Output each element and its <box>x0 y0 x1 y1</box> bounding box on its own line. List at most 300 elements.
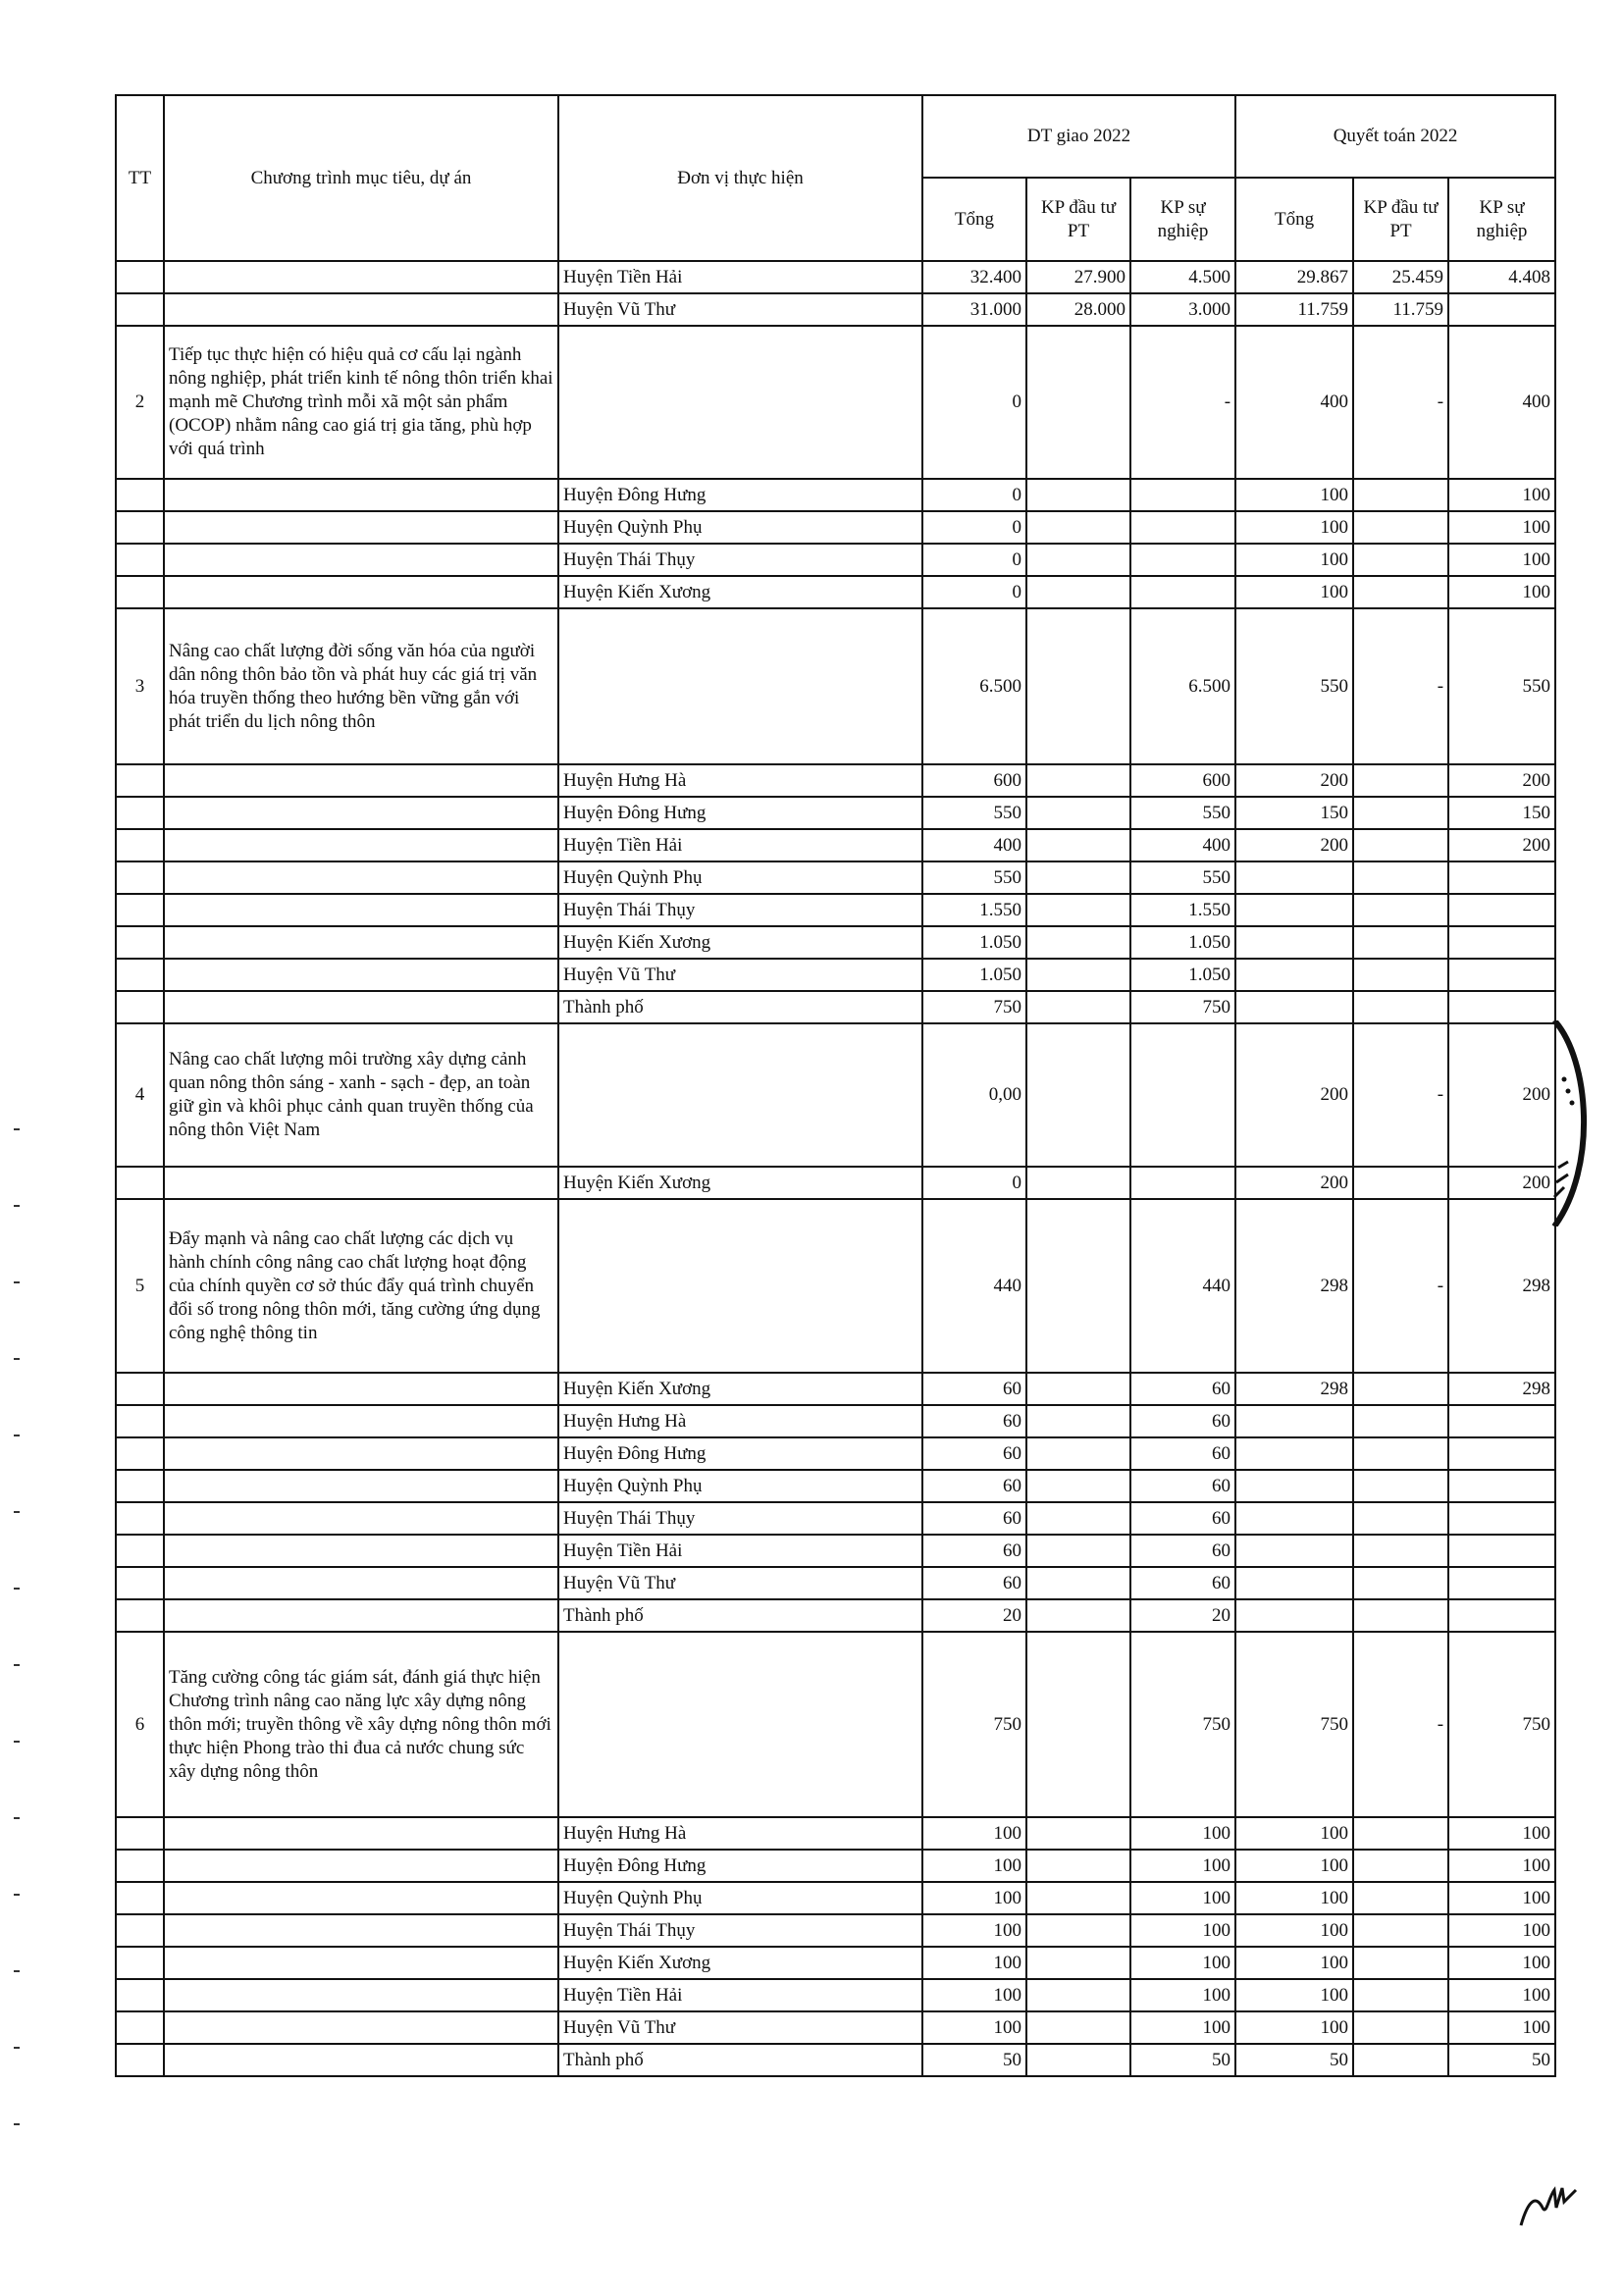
cell-dt-sn: 1.050 <box>1130 926 1235 959</box>
signature-mark <box>1519 2168 1578 2227</box>
header-program: Chương trình mục tiêu, dự án <box>164 95 558 261</box>
cell-qt-total: 100 <box>1235 1882 1353 1914</box>
table-row <box>116 261 1555 293</box>
cell-dt-dtpt <box>1026 1850 1130 1882</box>
table-row <box>116 1437 1555 1470</box>
cell-qt-sn: 100 <box>1448 1882 1555 1914</box>
cell-unit: Huyện Kiến Xương <box>558 576 922 608</box>
cell-program <box>164 479 558 511</box>
cell-qt-total <box>1235 1405 1353 1437</box>
cell-qt-total: 550 <box>1235 608 1353 764</box>
cell-qt-total <box>1235 1567 1353 1599</box>
cell-dt-sn: 60 <box>1130 1470 1235 1502</box>
cell-tt: 2 <box>116 326 164 479</box>
cell-program <box>164 959 558 991</box>
cell-unit: Huyện Tiền Hải <box>558 829 922 861</box>
table-row <box>116 1850 1555 1882</box>
cell-dt-total: 0,00 <box>922 1023 1026 1167</box>
cell-tt <box>116 1914 164 1947</box>
cell-dt-dtpt: 28.000 <box>1026 293 1130 326</box>
header-qt-dtpt: KP đầu tư PT <box>1353 178 1448 261</box>
cell-tt <box>116 2044 164 2076</box>
cell-dt-total: 60 <box>922 1567 1026 1599</box>
cell-dt-dtpt <box>1026 1882 1130 1914</box>
table-row <box>116 829 1555 861</box>
cell-dt-dtpt <box>1026 1405 1130 1437</box>
cell-dt-total: 400 <box>922 829 1026 861</box>
cell-tt <box>116 1567 164 1599</box>
cell-qt-sn <box>1448 1405 1555 1437</box>
cell-tt <box>116 764 164 797</box>
cell-qt-dtpt <box>1353 1470 1448 1502</box>
cell-tt <box>116 894 164 926</box>
cell-unit: Huyện Tiền Hải <box>558 1535 922 1567</box>
cell-dt-sn: 750 <box>1130 991 1235 1023</box>
cell-unit <box>558 326 922 479</box>
cell-dt-dtpt <box>1026 1599 1130 1632</box>
table-row <box>116 293 1555 326</box>
cell-unit: Huyện Kiến Xương <box>558 1167 922 1199</box>
cell-dt-total: 100 <box>922 1914 1026 1947</box>
cell-tt <box>116 1979 164 2011</box>
cell-qt-sn: 298 <box>1448 1199 1555 1373</box>
cell-dt-sn: 100 <box>1130 1914 1235 1947</box>
cell-dt-sn: 3.000 <box>1130 293 1235 326</box>
cell-unit: Huyện Thái Thụy <box>558 544 922 576</box>
cell-dt-dtpt <box>1026 2011 1130 2044</box>
cell-program <box>164 1470 558 1502</box>
cell-dt-total: 100 <box>922 2011 1026 2044</box>
cell-tt <box>116 926 164 959</box>
header-dt-sn: KP sự nghiệp <box>1130 178 1235 261</box>
cell-qt-sn <box>1448 959 1555 991</box>
cell-unit: Huyện Tiền Hải <box>558 261 922 293</box>
cell-qt-dtpt <box>1353 2011 1448 2044</box>
table-row <box>116 2044 1555 2076</box>
cell-program: Đẩy mạnh và nâng cao chất lượng các dịch vụ hành chính công nâng cao chất lượng hoạt động của chính quyền cơ sở thúc đẩy quá trình chuyển đổi số trong nông thôn mới, tăng cường ứng dụng công nghệ thông tin <box>164 1199 558 1373</box>
cell-program: Tăng cường công tác giám sát, đánh giá thực hiện Chương trình nâng cao năng lực xây dựng nông thôn mới; truyền thông về xây dựng nông thôn mới thực hiện Phong trào thi đua cả nước chung sức xây dựng nông thôn <box>164 1632 558 1817</box>
cell-dt-sn: 440 <box>1130 1199 1235 1373</box>
cell-dt-dtpt <box>1026 326 1130 479</box>
cell-qt-dtpt <box>1353 1567 1448 1599</box>
cell-qt-sn: 100 <box>1448 479 1555 511</box>
cell-qt-dtpt <box>1353 1167 1448 1199</box>
cell-dt-sn <box>1130 576 1235 608</box>
cell-dt-total: 1.050 <box>922 959 1026 991</box>
cell-qt-total <box>1235 1437 1353 1470</box>
cell-qt-dtpt <box>1353 1882 1448 1914</box>
cell-program <box>164 1567 558 1599</box>
cell-tt <box>116 861 164 894</box>
cell-tt <box>116 2011 164 2044</box>
cell-unit: Huyện Vũ Thư <box>558 959 922 991</box>
cell-qt-total: 298 <box>1235 1199 1353 1373</box>
cell-qt-sn: 200 <box>1448 764 1555 797</box>
scan-dot <box>14 2123 20 2125</box>
cell-qt-dtpt <box>1353 829 1448 861</box>
cell-tt <box>116 1405 164 1437</box>
scan-dot <box>14 1205 20 1207</box>
official-stamp-fragment <box>1550 1020 1609 1226</box>
scan-dot <box>14 1128 20 1130</box>
scan-dot <box>14 1588 20 1590</box>
cell-qt-sn <box>1448 926 1555 959</box>
cell-dt-sn <box>1130 511 1235 544</box>
cell-dt-sn: 6.500 <box>1130 608 1235 764</box>
cell-tt <box>116 479 164 511</box>
table-row <box>116 1567 1555 1599</box>
cell-dt-total: 0 <box>922 1167 1026 1199</box>
cell-program <box>164 1882 558 1914</box>
table-row <box>116 1979 1555 2011</box>
cell-dt-dtpt <box>1026 797 1130 829</box>
cell-program <box>164 1167 558 1199</box>
cell-unit: Huyện Thái Thụy <box>558 1502 922 1535</box>
cell-dt-total: 1.050 <box>922 926 1026 959</box>
cell-dt-sn <box>1130 479 1235 511</box>
cell-qt-dtpt <box>1353 926 1448 959</box>
scan-dot <box>14 1435 20 1436</box>
cell-program <box>164 1502 558 1535</box>
cell-qt-total: 200 <box>1235 1167 1353 1199</box>
scan-dot <box>14 1970 20 1972</box>
cell-qt-total <box>1235 894 1353 926</box>
cell-qt-total <box>1235 861 1353 894</box>
cell-dt-total: 60 <box>922 1470 1026 1502</box>
cell-dt-total: 550 <box>922 797 1026 829</box>
scan-dot <box>14 2047 20 2049</box>
cell-qt-sn <box>1448 991 1555 1023</box>
cell-dt-dtpt <box>1026 829 1130 861</box>
cell-tt <box>116 1470 164 1502</box>
cell-qt-total: 298 <box>1235 1373 1353 1405</box>
cell-qt-dtpt <box>1353 894 1448 926</box>
cell-qt-dtpt <box>1353 1914 1448 1947</box>
cell-qt-sn: 550 <box>1448 608 1555 764</box>
cell-program: Nâng cao chất lượng đời sống văn hóa của người dân nông thôn bảo tồn và phát huy các giá trị văn hóa truyền thống theo hướng bền vững gắn với phát triển du lịch nông thôn <box>164 608 558 764</box>
cell-dt-dtpt <box>1026 764 1130 797</box>
header-dt-dtpt: KP đầu tư PT <box>1026 178 1130 261</box>
cell-dt-total: 750 <box>922 1632 1026 1817</box>
cell-dt-dtpt <box>1026 1167 1130 1199</box>
cell-qt-sn <box>1448 1599 1555 1632</box>
cell-tt <box>116 1850 164 1882</box>
cell-dt-total: 60 <box>922 1535 1026 1567</box>
table-row <box>116 861 1555 894</box>
cell-program <box>164 293 558 326</box>
cell-qt-total: 29.867 <box>1235 261 1353 293</box>
cell-program <box>164 2044 558 2076</box>
cell-dt-sn: 60 <box>1130 1373 1235 1405</box>
cell-qt-total <box>1235 1599 1353 1632</box>
cell-dt-dtpt <box>1026 991 1130 1023</box>
table-header <box>116 95 1555 261</box>
header-dt-total: Tổng <box>922 178 1026 261</box>
cell-dt-sn: 1.550 <box>1130 894 1235 926</box>
cell-tt <box>116 293 164 326</box>
table-row <box>116 1817 1555 1850</box>
cell-dt-sn: 400 <box>1130 829 1235 861</box>
cell-dt-total: 60 <box>922 1437 1026 1470</box>
cell-qt-dtpt: 25.459 <box>1353 261 1448 293</box>
cell-qt-total: 200 <box>1235 1023 1353 1167</box>
cell-dt-sn: - <box>1130 326 1235 479</box>
cell-dt-sn: 60 <box>1130 1502 1235 1535</box>
cell-tt: 5 <box>116 1199 164 1373</box>
scan-dot <box>14 1817 20 1819</box>
table-row <box>116 1947 1555 1979</box>
cell-tt <box>116 1947 164 1979</box>
cell-dt-sn: 100 <box>1130 1947 1235 1979</box>
cell-unit: Huyện Đông Hưng <box>558 1850 922 1882</box>
table-row <box>116 576 1555 608</box>
table-row-program <box>116 608 1555 764</box>
table-row <box>116 764 1555 797</box>
cell-program <box>164 1437 558 1470</box>
cell-qt-total: 200 <box>1235 829 1353 861</box>
cell-dt-total: 0 <box>922 326 1026 479</box>
cell-unit: Huyện Hưng Hà <box>558 1405 922 1437</box>
cell-qt-sn: 50 <box>1448 2044 1555 2076</box>
cell-qt-sn: 100 <box>1448 1979 1555 2011</box>
cell-qt-sn: 100 <box>1448 544 1555 576</box>
cell-qt-total: 100 <box>1235 1850 1353 1882</box>
cell-tt: 6 <box>116 1632 164 1817</box>
header-unit: Đơn vị thực hiện <box>558 95 922 261</box>
scan-dot <box>14 1894 20 1896</box>
cell-tt <box>116 576 164 608</box>
cell-program <box>164 1979 558 2011</box>
cell-dt-total: 6.500 <box>922 608 1026 764</box>
cell-dt-total: 100 <box>922 1947 1026 1979</box>
cell-dt-dtpt <box>1026 894 1130 926</box>
table-row <box>116 479 1555 511</box>
cell-tt <box>116 991 164 1023</box>
cell-dt-dtpt <box>1026 1437 1130 1470</box>
cell-program <box>164 1405 558 1437</box>
cell-dt-dtpt <box>1026 1199 1130 1373</box>
header-qt-total: Tổng <box>1235 178 1353 261</box>
cell-unit: Huyện Quỳnh Phụ <box>558 511 922 544</box>
cell-unit <box>558 1023 922 1167</box>
cell-program <box>164 1599 558 1632</box>
table-row-program <box>116 1023 1555 1167</box>
cell-unit: Huyện Quỳnh Phụ <box>558 1882 922 1914</box>
cell-dt-total: 440 <box>922 1199 1026 1373</box>
cell-dt-total: 32.400 <box>922 261 1026 293</box>
cell-qt-dtpt <box>1353 1850 1448 1882</box>
cell-tt <box>116 1437 164 1470</box>
cell-tt <box>116 829 164 861</box>
stamp-arc <box>1554 1020 1584 1226</box>
cell-qt-dtpt: - <box>1353 326 1448 479</box>
cell-qt-sn: 100 <box>1448 1947 1555 1979</box>
cell-qt-sn: 4.408 <box>1448 261 1555 293</box>
cell-qt-sn: 750 <box>1448 1632 1555 1817</box>
cell-dt-total: 50 <box>922 2044 1026 2076</box>
cell-qt-total: 750 <box>1235 1632 1353 1817</box>
cell-program <box>164 1817 558 1850</box>
cell-unit: Thành phố <box>558 1599 922 1632</box>
cell-qt-dtpt <box>1353 797 1448 829</box>
cell-tt <box>116 1817 164 1850</box>
cell-dt-total: 0 <box>922 479 1026 511</box>
cell-dt-dtpt <box>1026 1979 1130 2011</box>
cell-tt <box>116 797 164 829</box>
cell-tt <box>116 1535 164 1567</box>
cell-qt-dtpt <box>1353 576 1448 608</box>
cell-qt-sn: 100 <box>1448 1914 1555 1947</box>
cell-dt-sn: 60 <box>1130 1535 1235 1567</box>
cell-dt-dtpt <box>1026 1502 1130 1535</box>
cell-qt-dtpt <box>1353 511 1448 544</box>
cell-unit: Huyện Hưng Hà <box>558 764 922 797</box>
cell-qt-sn: 298 <box>1448 1373 1555 1405</box>
cell-qt-dtpt <box>1353 2044 1448 2076</box>
cell-program <box>164 544 558 576</box>
cell-unit: Thành phố <box>558 2044 922 2076</box>
cell-unit: Huyện Đông Hưng <box>558 797 922 829</box>
cell-program <box>164 576 558 608</box>
cell-dt-sn <box>1130 1167 1235 1199</box>
table-row <box>116 1502 1555 1535</box>
cell-dt-sn: 50 <box>1130 2044 1235 2076</box>
cell-qt-sn <box>1448 861 1555 894</box>
table-row <box>116 544 1555 576</box>
cell-dt-total: 100 <box>922 1817 1026 1850</box>
cell-unit: Huyện Kiến Xương <box>558 1947 922 1979</box>
cell-tt <box>116 1599 164 1632</box>
cell-qt-sn: 400 <box>1448 326 1555 479</box>
cell-unit: Thành phố <box>558 991 922 1023</box>
table-row <box>116 2011 1555 2044</box>
cell-dt-dtpt <box>1026 576 1130 608</box>
table-row <box>116 1470 1555 1502</box>
cell-tt <box>116 959 164 991</box>
table-body <box>116 261 1555 2076</box>
cell-dt-sn: 20 <box>1130 1599 1235 1632</box>
cell-qt-sn: 100 <box>1448 511 1555 544</box>
table-row <box>116 926 1555 959</box>
cell-qt-sn: 100 <box>1448 2011 1555 2044</box>
cell-qt-total <box>1235 1502 1353 1535</box>
header-dt-group: DT giao 2022 <box>922 95 1235 178</box>
cell-dt-sn: 60 <box>1130 1405 1235 1437</box>
cell-dt-total: 0 <box>922 576 1026 608</box>
cell-qt-dtpt <box>1353 1947 1448 1979</box>
cell-dt-sn: 1.050 <box>1130 959 1235 991</box>
cell-dt-sn: 550 <box>1130 797 1235 829</box>
cell-qt-total: 100 <box>1235 1947 1353 1979</box>
cell-program <box>164 764 558 797</box>
cell-dt-total: 60 <box>922 1502 1026 1535</box>
cell-unit: Huyện Kiến Xương <box>558 1373 922 1405</box>
cell-dt-total: 600 <box>922 764 1026 797</box>
cell-qt-total <box>1235 926 1353 959</box>
cell-qt-total <box>1235 1470 1353 1502</box>
table-row <box>116 1373 1555 1405</box>
cell-qt-total: 100 <box>1235 1979 1353 2011</box>
cell-unit: Huyện Đông Hưng <box>558 479 922 511</box>
cell-dt-total: 1.550 <box>922 894 1026 926</box>
cell-dt-sn: 60 <box>1130 1567 1235 1599</box>
cell-qt-sn <box>1448 293 1555 326</box>
scan-dot <box>14 1358 20 1360</box>
table-row <box>116 894 1555 926</box>
cell-qt-total <box>1235 1535 1353 1567</box>
cell-dt-sn: 100 <box>1130 2011 1235 2044</box>
cell-qt-total: 100 <box>1235 511 1353 544</box>
cell-dt-sn <box>1130 544 1235 576</box>
cell-unit: Huyện Hưng Hà <box>558 1817 922 1850</box>
cell-tt <box>116 511 164 544</box>
cell-dt-total: 100 <box>922 1979 1026 2011</box>
cell-qt-dtpt: - <box>1353 1632 1448 1817</box>
cell-dt-sn <box>1130 1023 1235 1167</box>
header-tt: TT <box>116 95 164 261</box>
cell-qt-dtpt <box>1353 1979 1448 2011</box>
cell-dt-dtpt: 27.900 <box>1026 261 1130 293</box>
cell-tt <box>116 1373 164 1405</box>
cell-qt-dtpt <box>1353 861 1448 894</box>
cell-dt-dtpt <box>1026 479 1130 511</box>
cell-dt-dtpt <box>1026 2044 1130 2076</box>
cell-qt-dtpt <box>1353 1437 1448 1470</box>
cell-qt-total: 150 <box>1235 797 1353 829</box>
cell-dt-total: 100 <box>922 1882 1026 1914</box>
cell-unit: Huyện Tiền Hải <box>558 1979 922 2011</box>
cell-dt-dtpt <box>1026 544 1130 576</box>
table-row <box>116 797 1555 829</box>
cell-qt-sn: 200 <box>1448 829 1555 861</box>
cell-dt-dtpt <box>1026 1567 1130 1599</box>
cell-qt-dtpt <box>1353 1599 1448 1632</box>
cell-tt <box>116 1167 164 1199</box>
cell-qt-dtpt: - <box>1353 1023 1448 1167</box>
header-qt-sn: KP sự nghiệp <box>1448 178 1555 261</box>
cell-qt-sn: 200 <box>1448 1167 1555 1199</box>
cell-unit <box>558 608 922 764</box>
scan-margin-dots <box>14 1128 18 2208</box>
cell-dt-total: 100 <box>922 1850 1026 1882</box>
cell-unit <box>558 1632 922 1817</box>
cell-unit: Huyện Thái Thụy <box>558 894 922 926</box>
cell-dt-sn: 600 <box>1130 764 1235 797</box>
cell-tt <box>116 261 164 293</box>
cell-qt-dtpt: - <box>1353 608 1448 764</box>
cell-unit: Huyện Quỳnh Phụ <box>558 861 922 894</box>
table-row <box>116 1535 1555 1567</box>
cell-qt-dtpt: 11.759 <box>1353 293 1448 326</box>
cell-qt-sn <box>1448 894 1555 926</box>
cell-unit: Huyện Vũ Thư <box>558 1567 922 1599</box>
scan-dot <box>14 1741 20 1743</box>
cell-tt: 3 <box>116 608 164 764</box>
cell-qt-total: 200 <box>1235 764 1353 797</box>
cell-program <box>164 511 558 544</box>
cell-dt-dtpt <box>1026 1632 1130 1817</box>
cell-dt-dtpt <box>1026 511 1130 544</box>
cell-qt-total: 400 <box>1235 326 1353 479</box>
cell-unit: Huyện Kiến Xương <box>558 926 922 959</box>
cell-dt-total: 60 <box>922 1405 1026 1437</box>
cell-qt-sn <box>1448 1535 1555 1567</box>
table-row-program <box>116 1199 1555 1373</box>
cell-qt-total: 100 <box>1235 2011 1353 2044</box>
cell-program <box>164 1850 558 1882</box>
table-row <box>116 511 1555 544</box>
cell-program <box>164 1373 558 1405</box>
